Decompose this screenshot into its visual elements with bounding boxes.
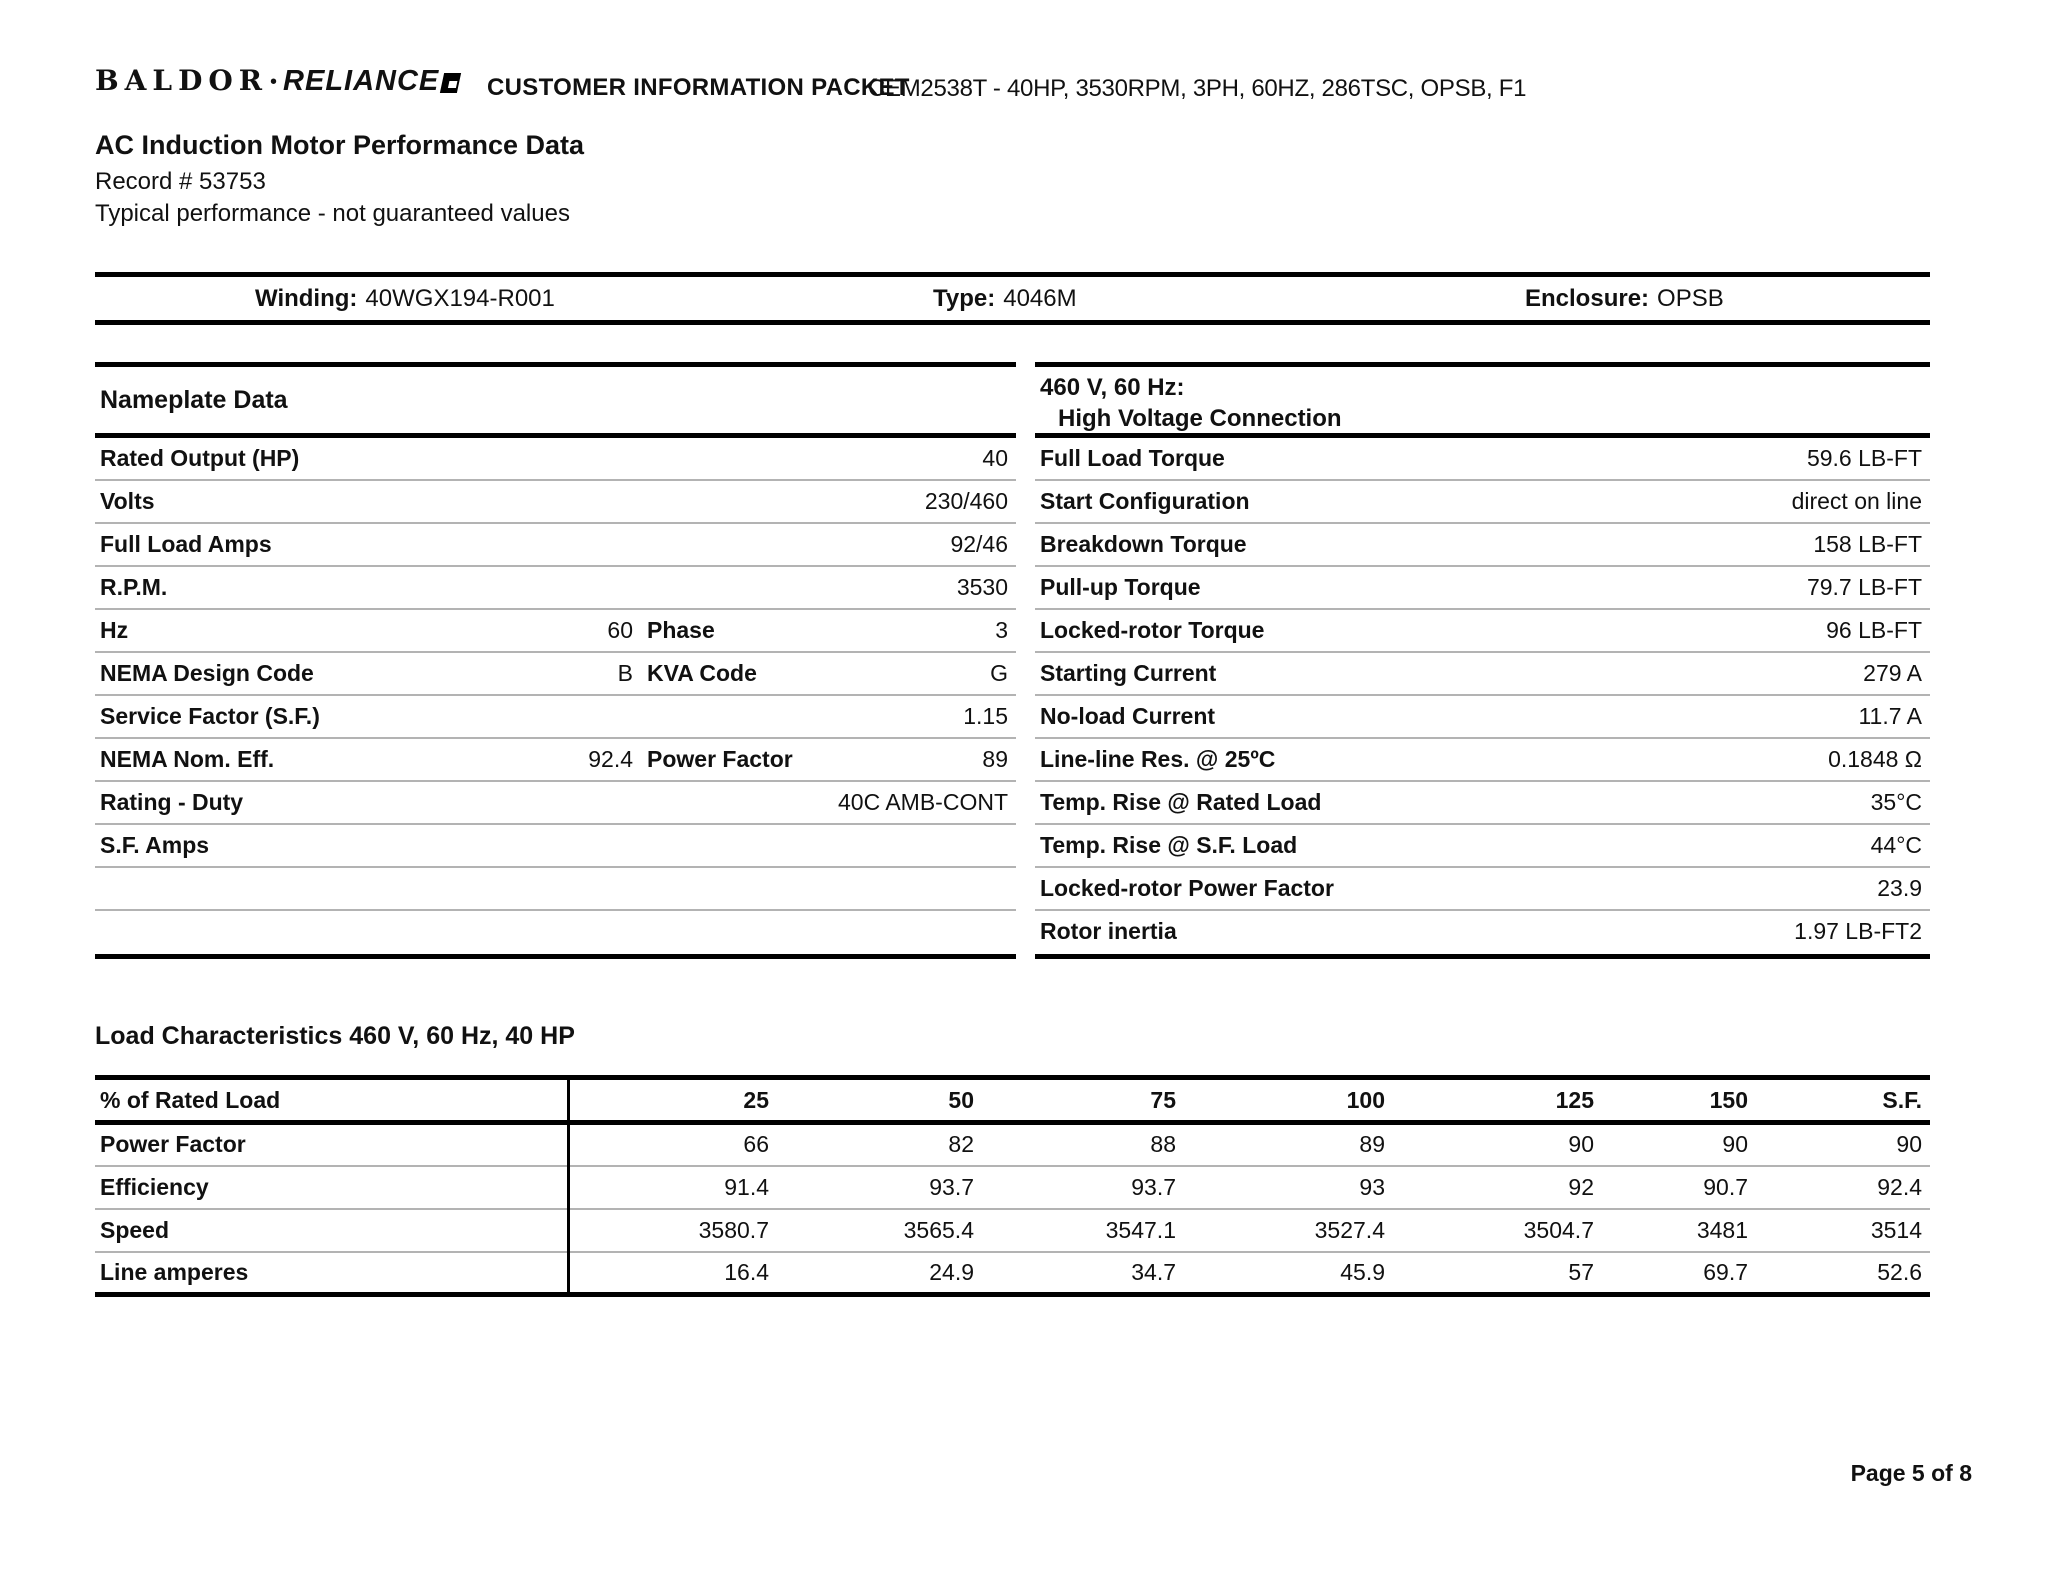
row-value: 44°C [1870,832,1922,858]
row-value: 1.15 [963,703,1008,729]
row-value: 40C AMB-CONT [838,789,1008,815]
row-label: Rating - Duty [100,789,244,815]
table-row [95,1166,1930,1209]
row-label: Start Configuration [1040,488,1250,514]
row-value: 3 [995,617,1008,643]
cell-value: 34.7 [982,1252,1184,1295]
row-label: NEMA Design Code [100,660,314,686]
cell-value: 90 [1756,1123,1930,1166]
row-mid-label: Power Factor [647,746,793,772]
row-label: Rated Output (HP) [100,445,300,471]
row-value: direct on line [1791,488,1922,514]
row-mid-label [633,481,823,522]
type-value: 4046M [1003,285,1077,312]
row-value: 40 [982,445,1008,471]
baldor-reliance-logo [95,64,459,98]
row-value: 96 LB-FT [1826,617,1922,643]
logo-reliance-text: RELIANCE [283,65,440,97]
cell-value: 92 [1393,1166,1602,1209]
winding-value: 40WGX194-R001 [365,285,555,312]
row-label: Speed [95,1209,568,1252]
row-label: Breakdown Torque [1040,531,1247,557]
row-mid-value [465,524,633,565]
cell-value: 82 [777,1123,982,1166]
row-value: 279 A [1863,660,1922,686]
row-label: Line amperes [95,1252,568,1295]
table-row [95,610,1016,653]
cell-value: 24.9 [777,1252,982,1295]
row-mid-value [465,782,633,823]
row-value: 23.9 [1877,875,1922,901]
table-row [95,868,1016,911]
high-voltage-connection-table [1035,362,1930,959]
row-mid-label [633,567,823,608]
table-row [95,911,1016,954]
row-mid-label: KVA Code [647,660,757,686]
row-value: 1.97 LB-FT2 [1794,918,1922,944]
column-header: 125 [1393,1078,1602,1123]
cell-value: 90 [1393,1123,1602,1166]
row-mid-label [633,825,823,866]
load-header-row [95,1078,1930,1123]
logo-bullet-icon: • [270,71,278,93]
row-label: Full Load Torque [1040,445,1225,471]
row-mid-label [633,696,823,737]
row-value: 92/46 [950,531,1008,557]
table-row [1035,481,1930,524]
row-mid-value [465,825,633,866]
row-value [823,825,1016,866]
row-label [95,911,465,954]
page-number: Page 5 of 8 [1850,1460,1972,1486]
type-field [933,277,1077,320]
row-label: Power Factor [95,1123,568,1166]
record-number: Record # 53753 [95,168,266,195]
winding-label: Winding: [255,285,358,312]
cell-value: 3547.1 [982,1209,1184,1252]
nameplate-table-header: Nameplate Data [95,367,1016,438]
cell-value: 3527.4 [1184,1209,1393,1252]
cell-value: 88 [982,1123,1184,1166]
type-label: Type: [933,285,996,312]
table-row [1035,524,1930,567]
row-mid-value [465,567,633,608]
row-label: Volts [100,488,155,514]
cell-value: 52.6 [1756,1252,1930,1295]
table-row [95,1252,1930,1295]
row-label: Temp. Rise @ Rated Load [1040,789,1322,815]
table-row [95,567,1016,610]
row-value: 3530 [956,574,1008,600]
cell-value: 3504.7 [1393,1209,1602,1252]
table-row [95,1209,1930,1252]
row-value: 11.7 A [1858,703,1922,729]
logo-mark-icon [440,73,461,93]
row-mid-value: 60 [607,617,633,643]
cell-value: 3481 [1602,1209,1756,1252]
enclosure-value: OPSB [1657,285,1724,312]
hv-header-line2: High Voltage Connection [1058,405,1342,432]
table-row [95,481,1016,524]
table-row [1035,911,1930,954]
table-row [95,438,1016,481]
row-value: 158 LB-FT [1813,531,1922,557]
row-mid-value [465,438,633,479]
row-value: 230/460 [924,488,1008,514]
cell-value: 66 [568,1123,777,1166]
cell-value: 92.4 [1756,1166,1930,1209]
table-row [95,1123,1930,1166]
row-mid-label [633,438,823,479]
cell-value: 93 [1184,1166,1393,1209]
row-value [823,911,1016,954]
row-label: S.F. Amps [100,832,210,858]
table-row [95,696,1016,739]
row-label [95,868,465,909]
hv-table-header [1035,367,1930,438]
cell-value: 91.4 [568,1166,777,1209]
disclaimer-note: Typical performance - not guaranteed values [95,200,570,227]
cell-value: 3580.7 [568,1209,777,1252]
row-mid-value: B [617,660,633,686]
row-mid-label [633,524,823,565]
cell-value: 69.7 [1602,1252,1756,1295]
table-row [95,524,1016,567]
table-row [1035,696,1930,739]
enclosure-label: Enclosure: [1525,285,1650,312]
row-label: Rotor inertia [1040,918,1177,944]
column-header: S.F. [1756,1078,1930,1123]
packet-title: CUSTOMER INFORMATION PACKET [487,74,910,101]
row-mid-label [633,782,823,823]
cell-value: 90 [1602,1123,1756,1166]
row-label: R.P.M. [100,574,168,600]
table-row [1035,739,1930,782]
row-label: Efficiency [95,1166,568,1209]
row-label: No-load Current [1040,703,1216,729]
column-header: 50 [777,1078,982,1123]
row-value: G [990,660,1008,686]
column-header: % of Rated Load [95,1078,568,1123]
column-header: 75 [982,1078,1184,1123]
row-value: 89 [982,746,1008,772]
row-label: NEMA Nom. Eff. [100,746,275,772]
cell-value: 90.7 [1602,1166,1756,1209]
cell-value: 16.4 [568,1252,777,1295]
row-label: Hz [100,617,129,643]
table-row [1035,868,1930,911]
row-label: Temp. Rise @ S.F. Load [1040,832,1298,858]
cell-value: 93.7 [982,1166,1184,1209]
row-mid-value [465,696,633,737]
cell-value: 89 [1184,1123,1393,1166]
row-value: 79.7 LB-FT [1806,574,1922,600]
row-label: Locked-rotor Torque [1040,617,1265,643]
table-row [1035,825,1930,868]
table-row [1035,567,1930,610]
table-row [95,739,1016,782]
winding-field [255,277,555,320]
table-row [1035,610,1930,653]
cell-value: 3514 [1756,1209,1930,1252]
cell-value: 3565.4 [777,1209,982,1252]
enclosure-field [1525,277,1724,320]
hv-header-line1: 460 V, 60 Hz: [1040,374,1185,401]
column-header: 100 [1184,1078,1393,1123]
load-characteristics-title: Load Characteristics 460 V, 60 Hz, 40 HP [95,1022,575,1050]
table-row [1035,438,1930,481]
row-label: Full Load Amps [100,531,272,557]
row-value: 59.6 LB-FT [1806,445,1922,471]
row-value: 0.1848 Ω [1828,746,1922,772]
row-value: 35°C [1870,789,1922,815]
cell-value: 45.9 [1184,1252,1393,1295]
row-label: Line-line Res. @ 25ºC [1040,746,1276,772]
row-label: Pull-up Torque [1040,574,1201,600]
table-row [95,782,1016,825]
row-mid-value [465,481,633,522]
table-row [95,825,1016,868]
table-row [1035,653,1930,696]
row-mid-value: 92.4 [588,746,633,772]
table-row [1035,782,1930,825]
load-characteristics-table [95,1075,1930,1297]
column-header: 25 [568,1078,777,1123]
page-title: AC Induction Motor Performance Data [95,130,585,160]
row-mid-label: Phase [647,617,715,643]
logo-baldor-text: BALDOR [95,64,269,97]
motor-model-line: CEM2538T - 40HP, 3530RPM, 3PH, 60HZ, 286TSC, OPSB, F1 [868,75,1527,102]
column-header: 150 [1602,1078,1756,1123]
row-label: Service Factor (S.F.) [100,703,320,729]
table-row [95,653,1016,696]
row-label: Locked-rotor Power Factor [1040,875,1334,901]
cell-value: 57 [1393,1252,1602,1295]
nameplate-data-table [95,362,1016,959]
row-label: Starting Current [1040,660,1217,686]
winding-info-bar [95,272,1930,325]
row-value [823,868,1016,909]
cell-value: 93.7 [777,1166,982,1209]
